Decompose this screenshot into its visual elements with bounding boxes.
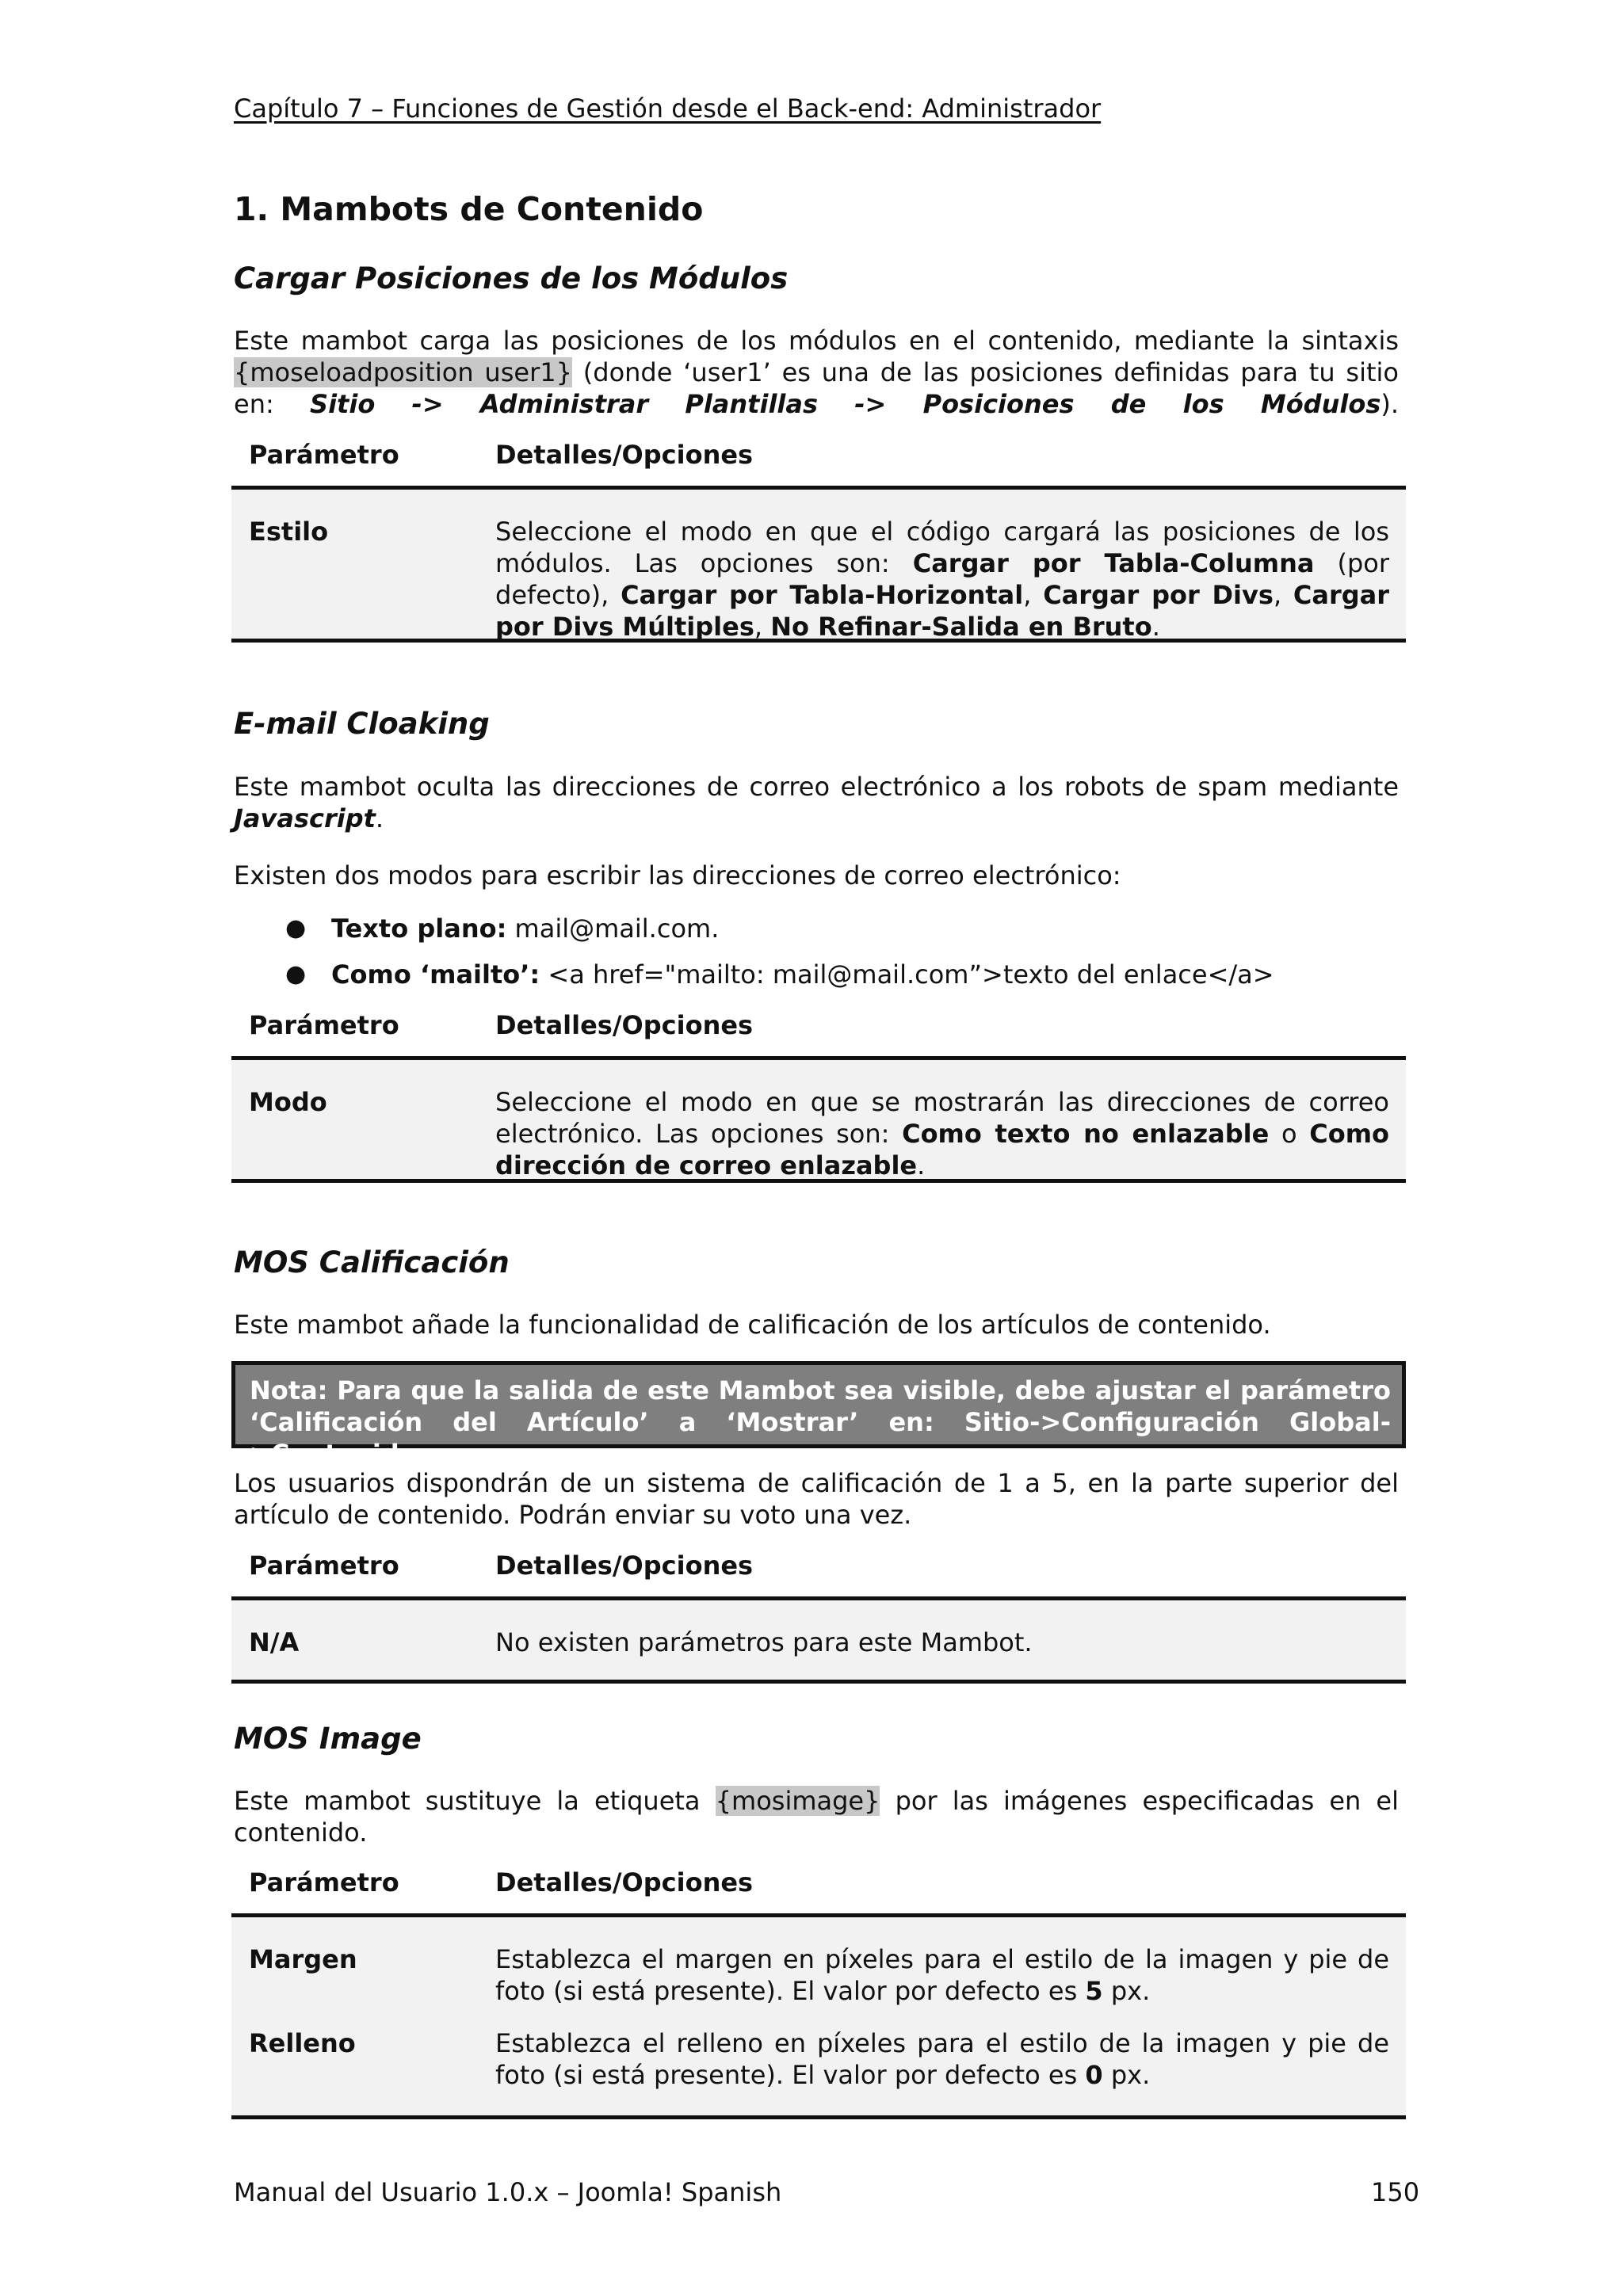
email-cloaking-intro: Este mambot oculta las direcciones de correo electrónico a los robots de spam mediante Javascript. [234, 772, 1399, 833]
param-table-mos-calificacion [231, 1535, 1406, 1684]
cargar-posiciones-intro: Este mambot carga las posiciones de los módulos en el contenido, mediante la sintaxis {moseloadposition user1} (donde ‘user1’ es una de las posiciones definidas para tu sitio en: Sitio -> Administrar Plantillas -> Posiciones de los Módulos). [234, 326, 1400, 419]
param-details: Establezca el margen en píxeles para el estilo de la imagen y pie de foto (si está presente). El valor por defecto es 5 px. [495, 1944, 1389, 2006]
header-details: Detalles/Opciones [495, 440, 754, 470]
param-table-mos-image [231, 1852, 1406, 2119]
table-body [231, 1060, 1406, 1183]
table-body [231, 1917, 1406, 2119]
page-number: 150 [1371, 2177, 1420, 2207]
running-header: Capítulo 7 – Funciones de Gestión desde el Back-end: Administrador [234, 93, 1102, 124]
table-header: Parámetro Detalles/Opciones [231, 1535, 1406, 1600]
table-row [231, 2027, 1406, 2091]
param-details: Establezca el relleno en píxeles para el estilo de la imagen y pie de foto (si está presente). El valor por defecto es 0 px. [495, 2028, 1389, 2090]
subsection-title-mos-image: MOS Image [234, 1722, 422, 1756]
param-name: Margen [249, 1944, 357, 1974]
list-item: ● Texto plano: mail@mail.com. [285, 913, 720, 944]
note-text: Nota: Para que la salida de este Mambot sea visible, debe ajustar el parámetro ‘Calificación del Artículo’ a ‘Mostrar’ en: Sitio->Configuración Global->Contenido. [250, 1375, 1391, 1469]
list-item: ● Como ‘mailto’: <a href="mailto: mail@mail.com”>texto del enlace</a> [285, 959, 1274, 990]
code-mosimage: {mosimage} [715, 1786, 880, 1816]
table-body [231, 1600, 1406, 1684]
param-details: No existen parámetros para este Mambot. [495, 1627, 1033, 1657]
header-param: Parámetro [249, 440, 399, 470]
table-row [231, 1943, 1406, 2007]
param-table-cargar-posiciones [231, 424, 1406, 643]
subsection-title-cargar-posiciones: Cargar Posiciones de los Módulos [234, 261, 789, 296]
subsection-title-email-cloaking: E-mail Cloaking [234, 707, 490, 741]
param-table-email-cloaking [231, 994, 1406, 1183]
param-name: Modo [249, 1087, 327, 1117]
email-modes-list [285, 913, 1274, 1005]
table-row [231, 516, 1406, 643]
param-name: N/A [249, 1627, 300, 1657]
email-modes-intro: Existen dos modos para escribir las direcciones de correo electrónico: [234, 860, 1121, 891]
param-details: Seleccione el modo en que se mostrarán las direcciones de correo electrónico. Las opciones son: Como texto no enlazable o Como dirección de correo enlazable. [495, 1087, 1390, 1180]
subsection-title-mos-calificacion: MOS Calificación [234, 1245, 510, 1280]
param-name: Estilo [249, 517, 329, 547]
mos-image-intro: Este mambot sustituye la etiqueta {mosimage} por las imágenes especificadas en el contenido. [234, 1786, 1400, 1848]
mos-calificacion-intro: Este mambot añade la funcionalidad de calificación de los artículos de contenido. [234, 1310, 1271, 1340]
table-header: Parámetro Detalles/Opciones [231, 1852, 1406, 1917]
code-moseloadposition: {moseloadposition user1} [234, 357, 572, 387]
section-title: 1. Mambots de Contenido [234, 190, 704, 228]
table-body [231, 490, 1406, 643]
note-box [231, 1361, 1406, 1469]
table-header [231, 424, 1406, 490]
table-header: Parámetro Detalles/Opciones [231, 994, 1406, 1060]
mos-calificacion-details: Los usuarios dispondrán de un sistema de calificación de 1 a 5, en la parte superior del artículo de contenido. Podrán enviar su voto una vez. [234, 1468, 1399, 1530]
table-row [231, 1086, 1406, 1181]
param-details: Seleccione el modo en que el código cargará las posiciones de los módulos. Las opciones son: Cargar por Tabla-Columna (por defecto), Cargar por Tabla-Horizontal, Cargar por Divs, Cargar por Divs Múltiples, No Refinar-Salida en Bruto. [495, 517, 1390, 642]
table-row [231, 1627, 1406, 1658]
param-name: Relleno [249, 2028, 356, 2058]
footer-title: Manual del Usuario 1.0.x – Joomla! Spanish [234, 2177, 782, 2207]
